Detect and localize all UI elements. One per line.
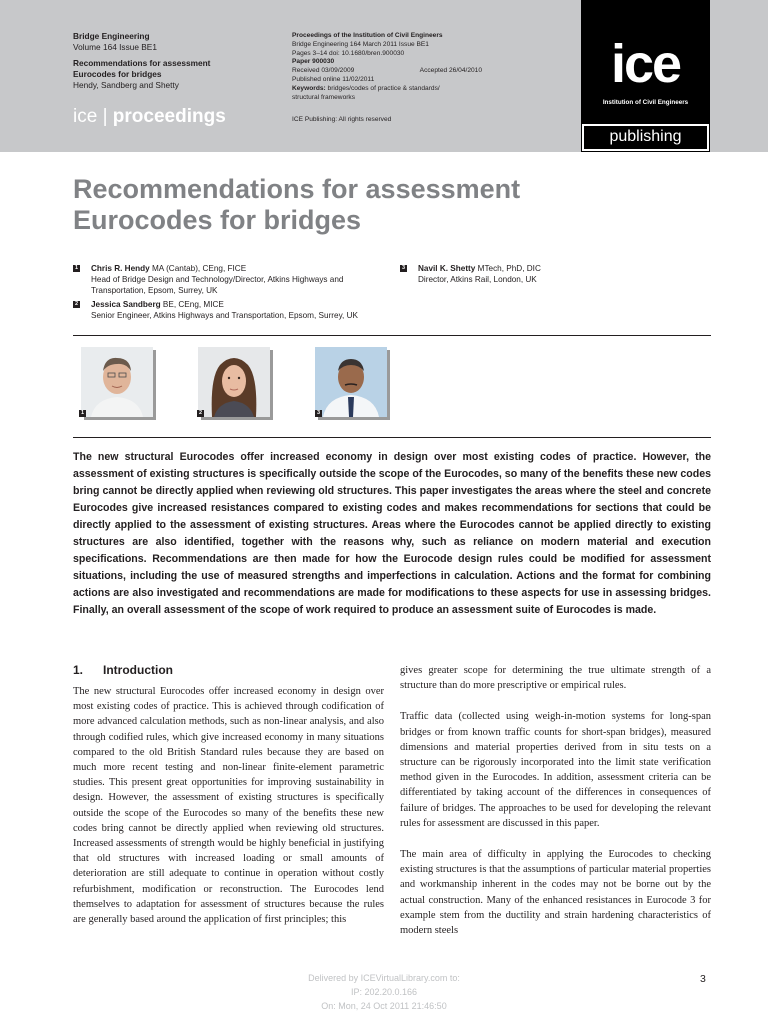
author-name: Navil K. Shetty [418,264,476,273]
received-date: Received 03/09/2009 [292,67,355,75]
accepted-date: Accepted 26/04/2010 [419,67,482,75]
author-photo-1 [81,347,153,417]
author-affiliation: Senior Engineer, Atkins Highways and Transportation, Epsom, Surrey, UK [91,311,358,321]
author-text [91,263,343,297]
author-number: 3 [401,265,406,271]
portrait-2-svg [198,347,270,417]
ice-proceedings-brand [73,106,226,128]
journal-name: Bridge Engineering [73,31,150,41]
publication-details [292,32,557,125]
ice-logo [581,0,710,123]
keywords [292,85,557,94]
keywords-line1: bridges/codes of practice & standards/ [325,84,440,92]
watermark-line2: IP: 202.20.0.166 [350,987,418,997]
publishing-text: publishing [584,126,707,149]
watermark-line3: On: Mon, 24 Oct 2011 21:46:50 [321,1001,447,1011]
logo-ice-text: ice [610,34,681,94]
author-name: Chris R. Hendy [91,264,150,273]
journal-volume: Volume 164 Issue BE1 [73,42,157,52]
logo-institution: Institution of Civil Engineers [602,99,689,106]
author-quals: MA (Cantab), CEng, FICE [149,264,247,273]
title-line2: Eurocodes for bridges [73,205,362,235]
keywords-line2: structural frameworks [292,93,356,101]
author-photo-2 [198,347,270,417]
proc-issue: Bridge Engineering 164 March 2011 Issue BE1 [292,40,429,48]
author-number: 1 [74,265,79,271]
portrait-1-svg [81,347,153,417]
brand-separator: | [102,106,108,127]
author-quals: BE, CEng, MICE [160,300,224,309]
rights-notice: ICE Publishing: All rights reserved [292,116,392,124]
author-name: Jessica Sandberg [91,300,161,309]
abstract: The new structural Eurocodes offer increased economy in design over most existing codes of practice. However, the assessment of existing structures is specifically outside the scope of the Eurocodes, so many of the benefits these new codes bring cannot be directly applied when reviewing old structures. This paper investigates the areas where the steel and concrete Eurocodes give increased resistances compared to existing codes and makes recommendations for sections that could be directly applied to the assessment of existing structures. Areas where the Eurocodes cannot be applied directly to existing structures are also identified, together with the reasons why, such as reliance on modern material and execution specifications. Recommendations are then made for how the Eurocode design rules could be modified for assessment situations, including the use of measured strengths and imperfections in calculation. Actions and the format for combining actions are also investigated and recommendations are made for modifications to these aspects for use in assessing bridges. Finally, an overall assessment of the scope of work required to produce an assessment suite of Eurocodes is made. [73,451,711,616]
proc-pages-doi[interactable]: Pages 3–14 doi: 10.1680/bren.900030 [292,49,405,57]
photo-number: 1 [80,410,85,416]
section-number: 1. [73,663,84,677]
author-text [91,299,358,321]
author-photo-3 [315,347,387,417]
keywords-label: Keywords: [292,84,326,92]
brand-ice: ice [73,106,98,127]
page-number: 3 [700,973,706,985]
photo-number: 2 [198,410,203,416]
section-title: Introduction [103,663,173,677]
brand-proceedings: proceedings [112,106,226,127]
body-paragraph: Traffic data (collected using weigh-in-motion systems for long-span bridges or from known traffic counts for short-span bridges), measured dimensions and material properties derived from in situ tests on a structure can be rigorously incorporated into the limit state verification method given in the Eurocodes. In addition, assessment criteria can be differentiated by taking account of the differences in consequences of failure of bridges. The approaches to be used for developing the relevant rules for assessment are discussed in this paper. [400,711,711,829]
body-paragraph: The new structural Eurocodes offer increased economy in design over most existing codes of practice. This is achieved through codification of more advanced calculation methods, such as non-linear analysis, and also through codified rules, which give increased economy in many situations compared to the old British Standard rules because they are based on much more recent testing and non-linear finite-element parametric studies. This present great opportunities for improving sustainability in design. However, the assessment of existing structures is specifically outside the scope of the Eurocodes so many of the benefits these new codes bring cannot be directly applied when reviewing old structures. Increased assessments of strength would be highly beneficial in justifying that old structures with increased loading or small amounts of deterioration are still adequate to continue in operation without costly refurbishment, modification or reconstruction. The Eurocodes lend themselves to adaptation for assessment of structures because the rules are generally based around the application of first principles; this [73,686,384,926]
divider [73,335,711,336]
divider [73,437,711,438]
author-affiliation: Head of Bridge Design and Technology/Director, Atkins Highways and [91,275,344,285]
body-column-right [400,663,711,938]
portrait-3-svg [315,347,387,417]
journal-info [73,31,278,91]
photo-number: 3 [316,410,321,416]
short-title-line2: Eurocodes for bridges [73,69,162,79]
proc-title: Proceedings of the Institution of Civil Engineers [292,32,443,39]
publishing-logo [581,123,710,152]
short-title-line1: Recommendations for assessment [73,58,211,68]
watermark-line1: Delivered by ICEVirtualLibrary.com to: [308,973,460,983]
author-number: 2 [74,301,79,307]
paper-title [73,174,633,236]
author-quals: MTech, PhD, DIC [475,264,541,273]
authors-short: Hendy, Sandberg and Shetty [73,80,179,90]
body-paragraph: gives greater scope for determining the true ultimate strength of a structure than do more prescriptive or empirical rules. [400,665,711,692]
paper-number: Paper 900030 [292,58,335,66]
author-affiliation-cont: Transportation, Epsom, Surrey, UK [91,286,218,296]
section-heading [73,663,173,677]
dates-row [292,67,482,76]
author-affiliation: Director, Atkins Rail, London, UK [418,275,537,285]
title-line1: Recommendations for assessment [73,174,521,204]
body-column-left [73,684,384,927]
published-date: Published online 11/02/2011 [292,75,375,83]
body-paragraph: The main area of difficulty in applying the Eurocodes to checking existing structures is that the assumptions of particular material properties and workmanship inherent in the codes may not be borne out by the actual construction. Many of the enhanced resistances in Eurocode 3 for example stem from the ductility and strain hardening characteristics of modern steels [400,849,711,937]
author-text [418,263,541,285]
